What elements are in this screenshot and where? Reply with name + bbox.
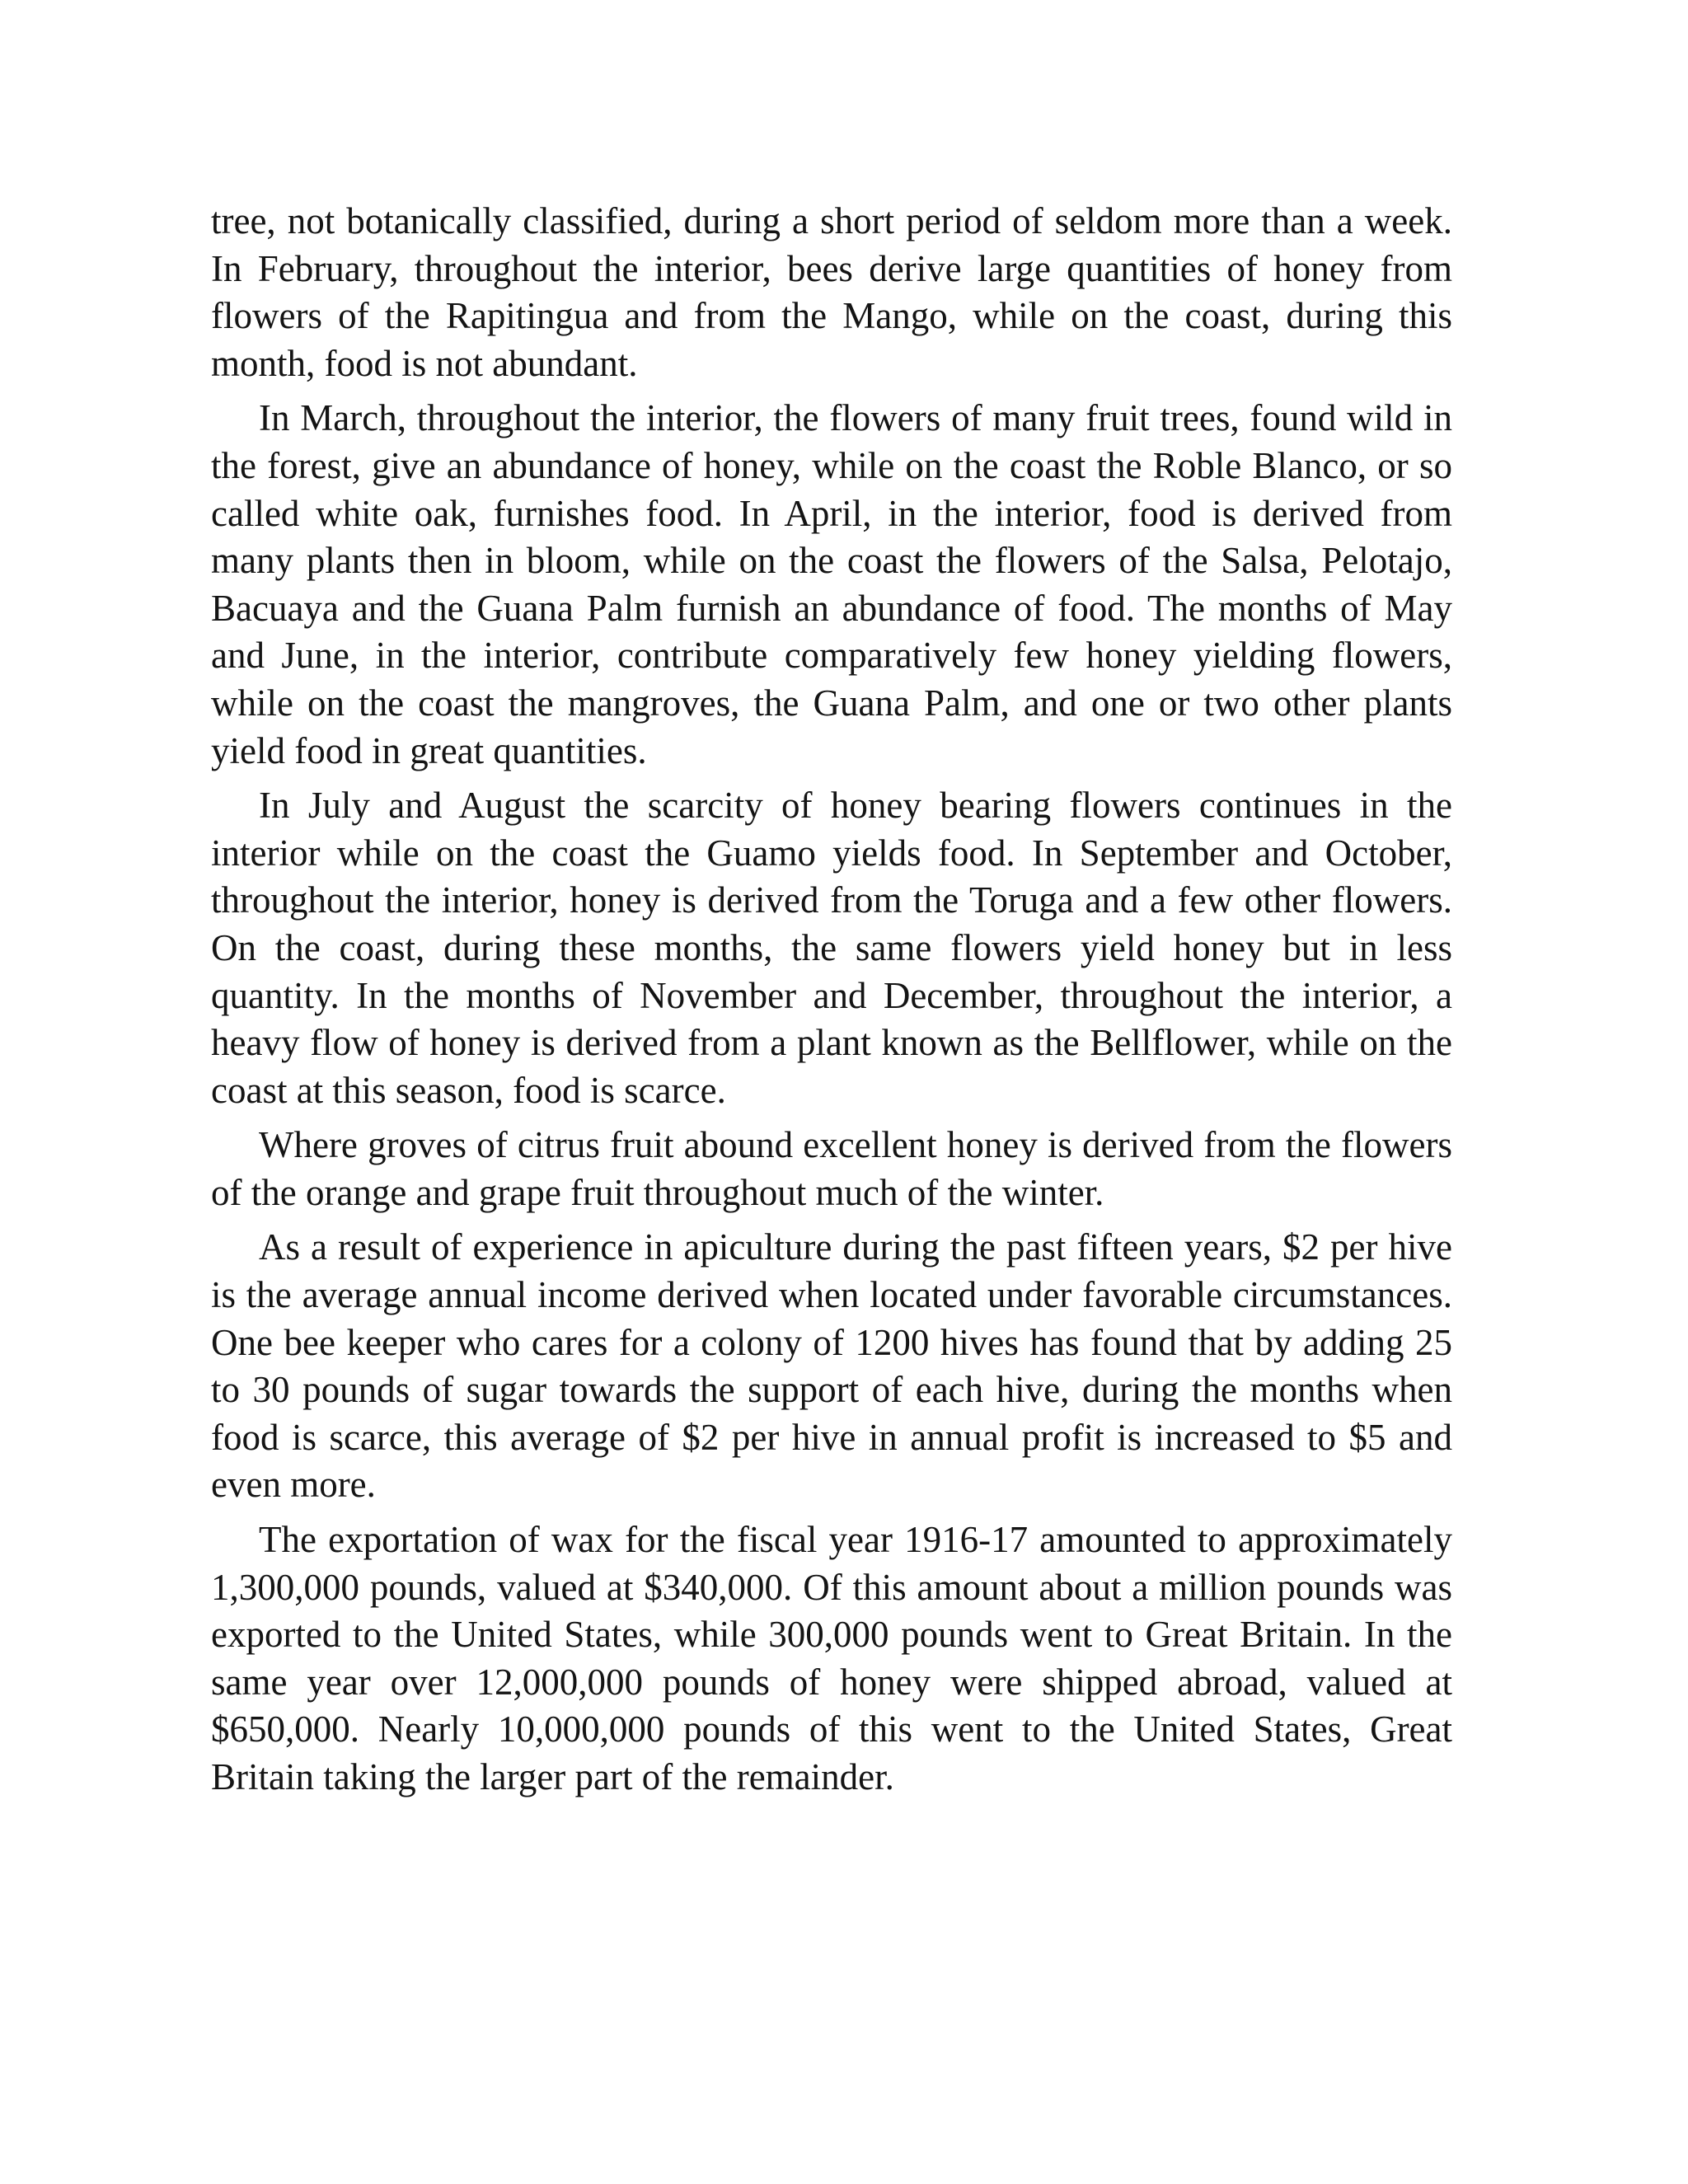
paragraph-exportation: The exportation of wax for the fiscal year 1916-17 amounted to approximately 1,300,000 pounds, valued at $340,000. Of this amount about a million pounds was exported to the United States, while 300,000 pounds went to Great Britain. In the same year over 12,000,000 pounds of honey were shipped abroad, valued at $650,000. Nearly 10,000,000 pounds of this went to the United States, Great Britain taking the larger part of the remainder.	[211, 1519, 1452, 1797]
paragraph-july-december: In July and August the scarcity of honey bearing flowers continues in the interior while on the coast the Guamo yields food. In September and October, throughout the interior, honey is derived from the Toruga and a few other flowers. On the coast, during these months, the same flowers yield honey but in less quantity. In the months of November and December, throughout the interior, a heavy flow of honey is derived from a plant known as the Bellflower, while on the coast at this season, food is scarce.	[211, 785, 1452, 1111]
paragraph-citrus: Where groves of citrus fruit abound excellent honey is derived from the flowers of the orange and grape fruit throughout much of the winter.	[211, 1124, 1452, 1213]
body-text	[211, 198, 1452, 1809]
paragraph-continued: tree, not botanically classified, during a short period of seldom more than a week. In February, throughout the interior, bees derive large quantities of honey from flowers of the Rapitingua and from the Mango, while on the coast, during this month, food is not abundant.	[211, 200, 1452, 384]
paragraph-apiculture-income: As a result of experience in apiculture during the past fifteen years, $2 per hive is the average annual income derived when located under favorable circumstances. One bee keeper who cares for a colony of 1200 hives has found that by adding 25 to 30 pounds of sugar towards the support of each hive, during the months when food is scarce, this average of $2 per hive in annual profit is increased to $5 and even more.	[211, 1226, 1452, 1506]
paragraph-march-april: In March, throughout the interior, the flowers of many fruit trees, found wild in the forest, give an abundance of honey, while on the coast the Roble Blanco, or so called white oak, furnishes food. In April, in the interior, food is derived from many plants then in bloom, while on the coast the flowers of the Salsa, Pelotajo, Bacuaya and the Guana Palm furnish an abundance of food. The months of May and June, in the interior, contribute comparatively few honey yielding flowers, while on the coast the mangroves, the Guana Palm, and one or two other plants yield food in great quantities.	[211, 397, 1452, 771]
